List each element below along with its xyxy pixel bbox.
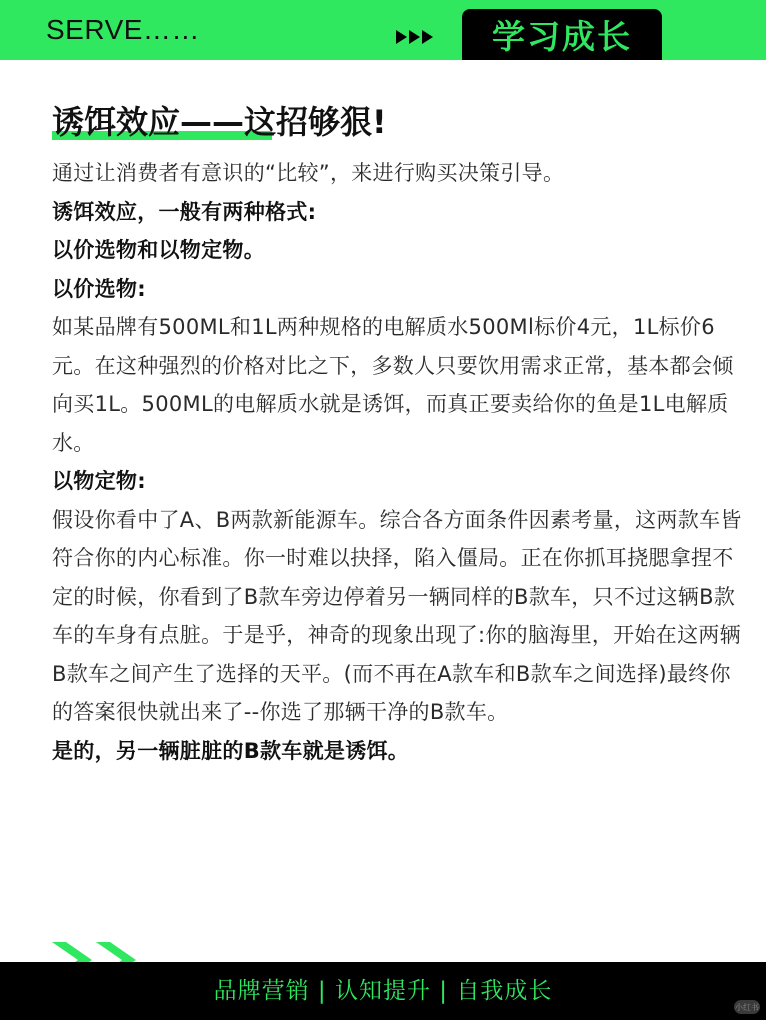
fast-forward-icon: [396, 28, 436, 46]
article-body: [52, 154, 742, 770]
footer-bar: [0, 962, 766, 1020]
watermark-logo: 小红书: [734, 1000, 760, 1014]
paragraph-formats-heading: 诱饵效应，一般有两种格式:: [52, 199, 317, 224]
section-heading-object: 以物定物:: [52, 469, 146, 493]
section-heading-price: 以价选物:: [52, 276, 146, 301]
brand-label: SERVE……: [46, 14, 200, 45]
header-bar: [0, 0, 766, 60]
paragraph-formats-list: 以价选物和以物定物。: [52, 238, 265, 262]
footer-tagline: 品牌营销 | 认知提升 | 自我成长: [213, 977, 553, 1004]
paragraph-object-example: 假设你看中了A、B两款新能源车。综合各方面条件因素考量，这两款车皆符合你的内心标准。你一时难以抉择，陷入僵局。正在你抓耳挠腮拿捏不定的时候，你看到了B款车旁边停着另一辆同样的B款车，只不过这辆B款车的车身有点脏。于是乎，神奇的现象出现了:你的脑海里，开始在这两辆B款车之间产生了选择的天平。(而不再在A款车和B款车之间选择)最终你的答案很快就出来了--你选了那辆干净的B款车。: [52, 507, 742, 724]
paragraph-conclusion: 是的，另一辆脏脏的B款车就是诱饵。: [52, 738, 410, 763]
article-title-block: [52, 98, 387, 146]
paragraph-price-example: 如某品牌有500ML和1L两种规格的电解质水500Ml标价4元，1L标价6元。在这种强烈的价格对比之下，多数人只要饮用需求正常，基本都会倾向买1L。500ML的电解质水就是诱饵，而真正要卖给你的鱼是1L电解质水。: [52, 315, 734, 455]
article-title: 诱饵效应——这招够狠!: [52, 103, 387, 141]
header-tab: 学习成长: [462, 9, 662, 60]
paragraph-intro: 通过让消费者有意识的“比较”，来进行购买决策引导。: [52, 161, 565, 185]
